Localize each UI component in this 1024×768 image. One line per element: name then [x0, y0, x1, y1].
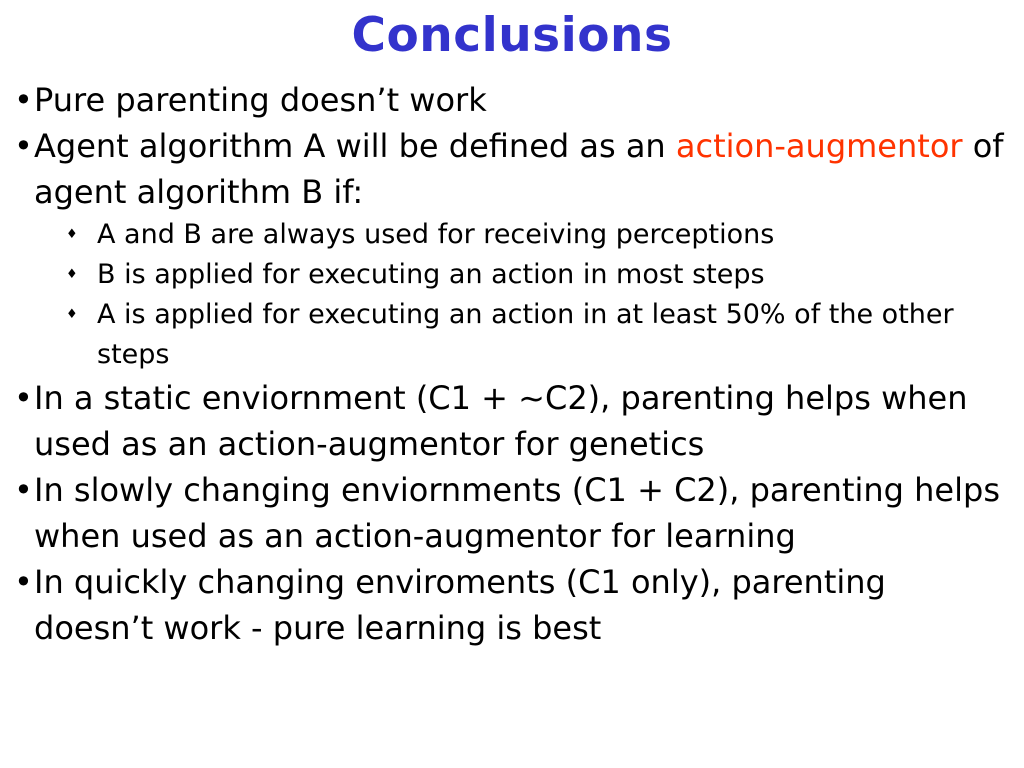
bullet-text: In slowly changing enviornments (C1 + C2), parenting helps when used as an action-augmentor for learning: [34, 471, 1000, 555]
bullet-text-suffix: of agent algorithm B if:: [34, 127, 1004, 211]
bullet-item: [14, 559, 1014, 651]
bullet-text: In a static enviornment (C1 + ~C2), parenting helps when used as an action-augmentor for genetics: [34, 379, 968, 463]
bullet-dot-icon: •: [14, 471, 33, 509]
bullet-item: [14, 77, 1014, 123]
sub-bullet-item: [14, 215, 1014, 255]
bullet-dot-icon: •: [14, 379, 33, 417]
bullet-text: In quickly changing enviroments (C1 only), parenting doesn’t work - pure learning is best: [34, 563, 886, 647]
bullet-text-prefix: Agent algorithm A will be defined as an: [34, 127, 676, 165]
bullet-text: Pure parenting doesn’t work: [34, 81, 487, 119]
sub-bullet-item: [14, 295, 1014, 375]
sub-bullet-text: B is applied for executing an action in most steps: [97, 259, 765, 290]
bullet-item: [14, 123, 1014, 215]
slide-title: Conclusions: [351, 8, 673, 63]
sub-bullet-text: A and B are always used for receiving perceptions: [97, 219, 775, 250]
bullet-item: [14, 375, 1014, 467]
diamond-bullet-icon: ♦: [66, 227, 78, 242]
highlight-term: action-augmentor: [675, 127, 963, 165]
bullet-list: [14, 77, 1014, 651]
sub-bullet-text: A is applied for executing an action in at least 50% of the other steps: [97, 299, 954, 370]
sub-bullet-item: [14, 255, 1014, 295]
diamond-bullet-icon: ♦: [66, 267, 78, 282]
bullet-dot-icon: •: [14, 563, 33, 601]
bullet-item: [14, 467, 1014, 559]
bullet-dot-icon: •: [14, 81, 33, 119]
diamond-bullet-icon: ♦: [66, 307, 78, 322]
bullet-dot-icon: •: [14, 127, 33, 165]
sub-bullet-list: [14, 215, 1014, 375]
